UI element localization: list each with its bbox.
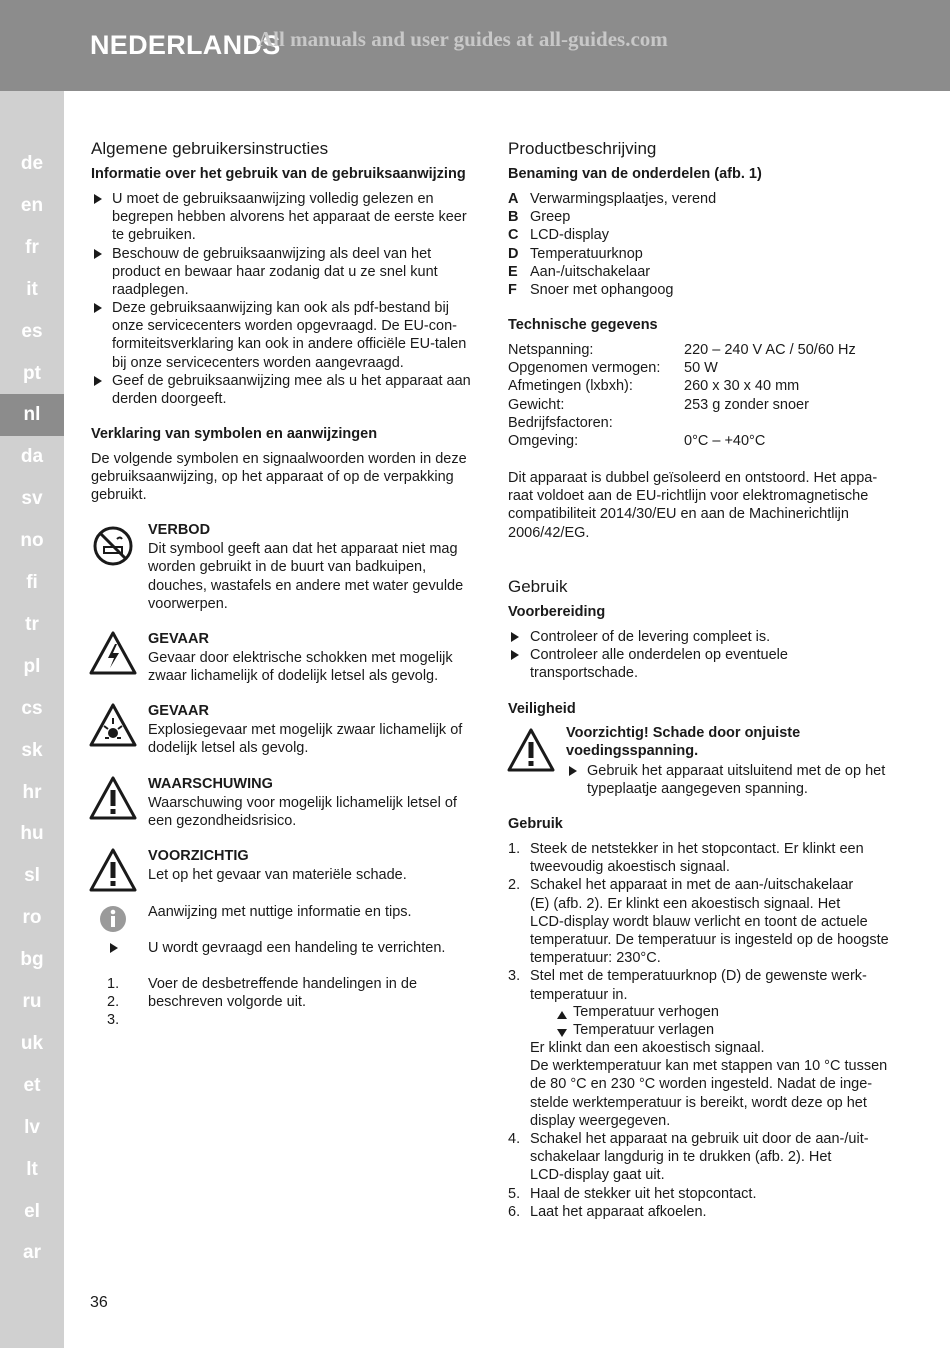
safety-warning-icon — [507, 727, 555, 773]
step-text: temperatuur in. — [530, 986, 628, 1003]
step-text: tweevoudig akoestisch signaal. — [530, 859, 730, 876]
step-number: 2. — [508, 877, 521, 894]
text-line: Gevaar door elektrische schokken met mogelijk — [148, 650, 453, 667]
text-line: stelde werktemperatuur is bereikt, wordt deze op het — [530, 1094, 867, 1111]
action-note: U wordt gevraagd een handeling te verrichten. — [148, 940, 446, 956]
bullet-text: te gebruiken. — [112, 227, 196, 244]
step-number: 2. — [107, 994, 120, 1011]
bullet-arrow-icon — [511, 632, 519, 642]
part-letter: B — [508, 209, 519, 226]
step-number: 3. — [107, 1012, 120, 1029]
text-line: Dit apparaat is dubbel geïsoleerd en ontstoord. Het appa- — [508, 470, 878, 486]
language-tab-da[interactable]: da — [20, 446, 44, 468]
language-tab-nl[interactable]: nl — [0, 394, 64, 436]
safety-title: Voorzichtig! Schade door onjuiste — [566, 725, 801, 741]
safety-title: voedingsspanning. — [566, 743, 699, 760]
bullet-arrow-icon — [511, 650, 519, 660]
text-line: douches, wastafels en andere met water gevulde — [148, 577, 464, 594]
step-text: Schakel het apparaat in met de aan-/uitschakelaar — [530, 877, 854, 894]
step-number: 1. — [107, 976, 120, 992]
part-letter: F — [508, 282, 517, 298]
bullet-text: begrepen hebben alvorens het apparaat de eerste keer — [112, 209, 467, 226]
temp-up-label: Temperatuur verhogen — [573, 1004, 719, 1020]
voorzichtig-title: VOORZICHTIG — [148, 848, 249, 864]
language-tab-ar[interactable]: ar — [23, 1242, 41, 1264]
heading-product: Productbeschrijving — [508, 139, 657, 158]
text-line: gebruikt. — [91, 487, 147, 504]
step-text: Haal de stekker uit het stopcontact. — [530, 1185, 757, 1202]
text-line: 2006/42/EG. — [508, 524, 590, 541]
bullet-arrow-icon — [94, 194, 102, 204]
text-line: Waarschuwing voor mogelijk lichamelijk letsel of — [148, 795, 457, 812]
step-number: 5. — [508, 1185, 521, 1202]
language-tab-pl[interactable]: pl — [23, 655, 41, 677]
warning-icon — [89, 775, 137, 821]
language-tab-sl[interactable]: sl — [24, 865, 40, 887]
heading-info: Informatie over het gebruik van de gebruiksaanwijzing — [91, 166, 466, 182]
language-tab-no[interactable]: no — [20, 530, 44, 552]
language-tab-ro[interactable]: ro — [22, 907, 42, 929]
page-number: 36 — [90, 1294, 108, 1311]
page-header — [0, 0, 950, 91]
text-line: zwaar lichamelijk of dodelijk letsel als gevolg. — [148, 668, 439, 685]
bullet-text: onze servicecenters worden opgevraagd. De EU-con- — [112, 318, 457, 335]
step-text: temperatuur. De temperatuur is ingesteld op de hoogste — [530, 932, 889, 948]
part-name: Verwarmingsplaatjes, verend — [530, 191, 717, 207]
text-line: voorwerpen. — [148, 595, 228, 612]
text-line: beschreven volgorde uit. — [148, 994, 306, 1011]
step-text: Stel met de temperatuurknop (D) de gewenste werk- — [530, 968, 867, 985]
tech-label: Netspanning: — [508, 342, 594, 358]
heading-parts: Benaming van de onderdelen (afb. 1) — [508, 166, 762, 182]
electric-shock-icon — [89, 630, 137, 676]
step-text: Laat het apparaat afkoelen. — [530, 1203, 707, 1220]
step-text: Schakel het apparaat na gebruik uit door de aan-/uit- — [530, 1131, 869, 1147]
step-number: 1. — [508, 841, 521, 857]
text-line: Gebruik het apparaat uitsluitend met de op het — [587, 763, 886, 779]
language-tab-bg[interactable]: bg — [20, 949, 44, 971]
tech-value: 50 W — [684, 360, 718, 377]
language-tab-es[interactable]: es — [21, 320, 43, 342]
page-title: NEDERLANDS — [90, 30, 281, 60]
caution-icon — [89, 847, 137, 893]
part-letter: C — [508, 227, 519, 244]
language-tab-hu[interactable]: hu — [20, 823, 44, 845]
language-tab-fr[interactable]: fr — [25, 236, 39, 258]
heading-use-steps: Gebruik — [508, 816, 563, 832]
heading-prep: Voorbereiding — [508, 604, 606, 620]
gevaar1-title: GEVAAR — [148, 631, 209, 647]
step-text: schakelaar langdurig in te drukken (afb. 2). Het — [530, 1149, 832, 1166]
part-name: Aan-/uitschakelaar — [530, 263, 651, 280]
heading-symbols: Verklaring van symbolen en aanwijzingen — [91, 426, 378, 442]
text-line: compatibiliteit 2014/30/EU en aan de Machinerichtlijn — [508, 506, 849, 523]
tech-value: 0°C – +40°C — [684, 433, 766, 449]
temp-down-label: Temperatuur verlagen — [573, 1022, 715, 1038]
part-letter: E — [508, 263, 518, 280]
language-tab-lt[interactable]: lt — [26, 1158, 38, 1180]
language-tab-en[interactable]: en — [20, 194, 44, 216]
text-line: transportschade. — [530, 665, 639, 682]
text-line: display weergegeven. — [530, 1112, 671, 1129]
text-line: Dit symbool geeft aan dat het apparaat niet mag — [148, 541, 458, 558]
no-water-icon — [92, 525, 134, 567]
tech-label: Omgeving: — [508, 433, 579, 449]
step-text: (E) (afb. 2). Er klinkt een akoestisch signaal. Het — [530, 895, 841, 912]
bullet-arrow-icon — [569, 766, 577, 776]
text-line: Controleer of de levering compleet is. — [530, 629, 771, 645]
heading-safety: Veiligheid — [508, 701, 576, 717]
watermark: All manuals and user guides at all-guides.com — [258, 27, 668, 51]
explosion-icon — [89, 702, 137, 748]
heading-general-instructions: Algemene gebruikersinstructies — [91, 139, 329, 158]
bullet-text: Deze gebruiksaanwijzing kan ook als pdf-bestand bij — [112, 300, 449, 316]
bullet-text: formiteitsverklaring kan ook in andere officiële EU-talen — [112, 336, 467, 353]
waarschuwing-title: WAARSCHUWING — [148, 776, 273, 792]
step-text: LCD-display wordt blauw verlicht en toont de actuele — [530, 913, 868, 930]
language-tab-de[interactable]: de — [20, 153, 44, 174]
part-letter: D — [508, 245, 519, 262]
language-tab-lv[interactable]: lv — [24, 1116, 40, 1138]
text-line: De werktemperatuur kan met stappen van 10 °C tussen — [530, 1058, 888, 1075]
text-line: De volgende symbolen en signaalwoorden worden in deze — [91, 451, 467, 467]
text-line: raat voldoet aan de EU-richtlijn voor elektromagnetische — [508, 488, 869, 505]
language-tab-tr[interactable]: tr — [25, 613, 39, 635]
tech-label: Gewicht: — [508, 396, 565, 413]
bullet-arrow-icon — [94, 376, 102, 386]
language-tab-ru[interactable]: ru — [22, 991, 42, 1012]
text-line: Voer de desbetreffende handelingen in de — [148, 976, 418, 992]
step-text: Steek de netstekker in het stopcontact. Er klinkt een — [530, 841, 864, 857]
tech-value: 220 – 240 V AC / 50/60 Hz — [684, 342, 856, 358]
heading-use: Gebruik — [508, 577, 568, 596]
arrow-up-icon — [556, 1007, 568, 1025]
language-tab-sk[interactable]: sk — [21, 739, 43, 761]
bullet-arrow-icon — [110, 943, 118, 953]
verbod-title: VERBOD — [148, 522, 211, 538]
text-line: een gezondheidsrisico. — [148, 813, 297, 830]
language-tab-it[interactable]: it — [26, 278, 38, 300]
gevaar2-title: GEVAAR — [148, 703, 209, 719]
language-tab-pt[interactable]: pt — [23, 362, 41, 384]
step-text: LCD-display gaat uit. — [530, 1167, 665, 1184]
text-line: worden gebruikt in de buurt van badkuipen, — [148, 559, 427, 576]
bullet-text: derden doorgeeft. — [112, 391, 227, 408]
text-line: dodelijk letsel als gevolg. — [148, 740, 309, 757]
part-name: Temperatuurknop — [530, 245, 643, 262]
tech-label: Bedrijfsfactoren: — [508, 414, 613, 431]
tech-value: 253 g zonder snoer — [684, 396, 809, 413]
part-letter: A — [508, 191, 519, 207]
tech-label: Afmetingen (lxbxh): — [508, 378, 633, 395]
language-tab-et[interactable]: et — [23, 1074, 41, 1096]
part-name: LCD-display — [530, 227, 609, 244]
bullet-text: U moet de gebruiksaanwijzing volledig gelezen en — [112, 191, 434, 207]
text-line: gebruiksaanwijzing, op het apparaat of op de verpakking — [91, 469, 454, 486]
info-note: Aanwijzing met nuttige informatie en tips. — [148, 904, 412, 920]
part-name: Snoer met ophangoog — [530, 282, 674, 298]
bullet-text: bij onze servicecenters worden aangevraagd. — [112, 354, 404, 371]
bullet-text: Beschouw de gebruiksaanwijzing als deel van het — [112, 246, 432, 262]
tech-value: 260 x 30 x 40 mm — [684, 378, 800, 395]
text-line: Controleer alle onderdelen op eventuele — [530, 647, 788, 663]
text-line: Explosiegevaar met mogelijk zwaar lichamelijk of — [148, 722, 463, 739]
language-tab-fi[interactable]: fi — [26, 572, 38, 593]
language-tab-cs[interactable]: cs — [21, 697, 43, 719]
bullet-arrow-icon — [94, 303, 102, 313]
text-line: de 80 °C en 230 °C worden ingesteld. Nadat de inge- — [530, 1076, 873, 1093]
language-tab-uk[interactable]: uk — [20, 1032, 44, 1054]
step-text: temperatuur: 230°C. — [530, 950, 661, 967]
step-number: 3. — [508, 968, 521, 985]
step-number: 4. — [508, 1131, 521, 1147]
language-tab-hr[interactable]: hr — [22, 781, 42, 803]
heading-tech: Technische gegevens — [508, 317, 658, 333]
language-tab-el[interactable]: el — [24, 1200, 40, 1222]
part-name: Greep — [530, 209, 571, 226]
text-line: Er klinkt dan een akoestisch signaal. — [530, 1040, 765, 1056]
bullet-text: product en bewaar haar zodanig dat u ze snel kunt — [112, 264, 438, 281]
step-number: 6. — [508, 1203, 521, 1220]
bullet-text: Geef de gebruiksaanwijzing mee als u het apparaat aan — [112, 373, 471, 389]
tech-label: Opgenomen vermogen: — [508, 360, 661, 377]
text-line: Let op het gevaar van materiële schade. — [148, 867, 407, 884]
bullet-text: raadplegen. — [112, 282, 189, 299]
language-sidebar — [0, 91, 64, 1348]
language-tab-sv[interactable]: sv — [21, 488, 43, 510]
info-icon — [99, 905, 127, 933]
bullet-arrow-icon — [94, 249, 102, 259]
text-line: typeplaatje aangegeven spanning. — [587, 781, 808, 798]
